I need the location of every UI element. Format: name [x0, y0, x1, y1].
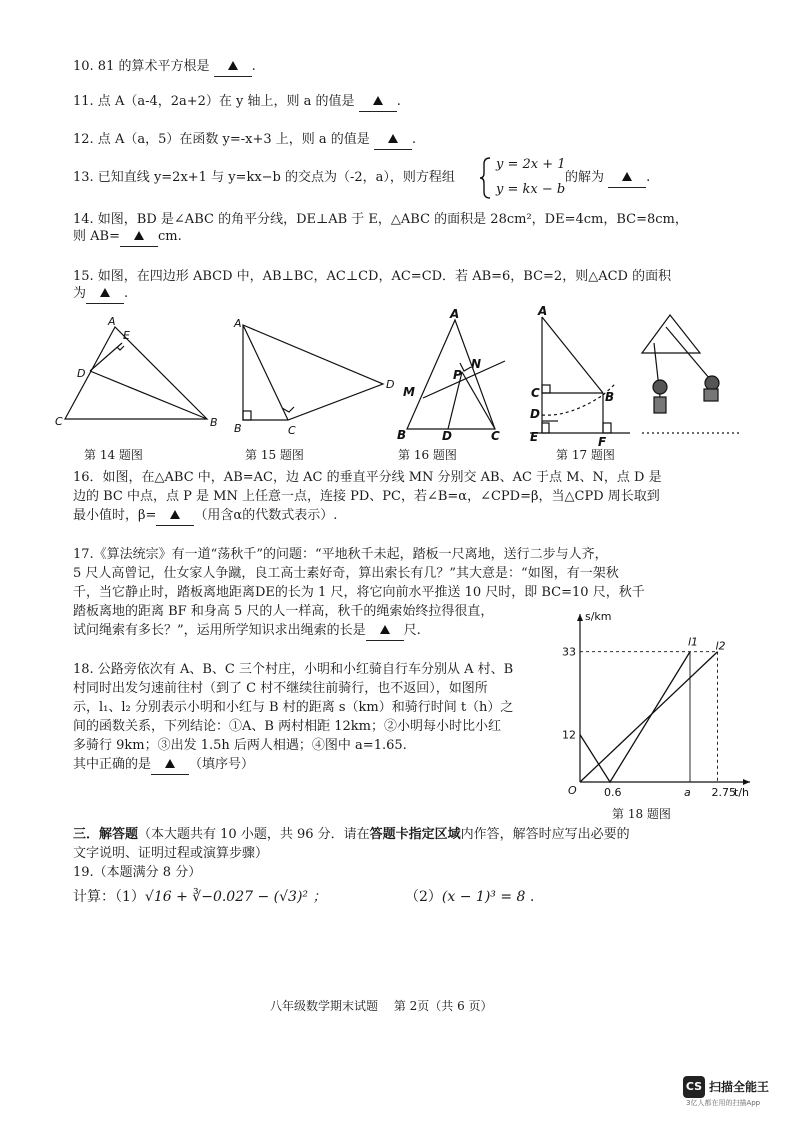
svg-text:B: B [397, 428, 407, 442]
answer-blank [120, 228, 158, 247]
answer-blank [608, 169, 646, 188]
svg-text:B: B [234, 422, 242, 435]
question-17-line-1: 17.《算法统宗》有一道“荡秋千”的问题：“平地秋千未起，踏板一尺离地，送行二步与人齐， [73, 547, 608, 562]
answer-blank [214, 58, 252, 77]
question-17-line-3: 千，当它静止时，踏板离地距离DE的长为 1 尺，将它向前水平推送 10 尺时，即 BC=10 尺，秋千 [73, 585, 645, 600]
question-12: 12. 点 A（a，5）在函数 y=-x+3 上，则 a 的值是 . [73, 131, 416, 150]
caption-fig-15: 第 15 题图 [245, 448, 304, 462]
equation-1: y = 2x + 1 [496, 157, 566, 172]
question-16-line-2: 边的 BC 中点，点 P 是 MN 上任意一点，连接 PD、PC，若∠B=α，∠CPD=β，当△CPD 周长取到 [73, 489, 660, 504]
question-18-line-1: 18. 公路旁依次有 A、B、C 三个村庄，小明和小红骑自行车分别从 A 村、B [73, 662, 514, 677]
watermark-brand: 扫描全能王 [709, 1080, 770, 1094]
answer-blank [156, 507, 194, 526]
svg-text:D: D [386, 378, 395, 391]
svg-text:E: E [530, 430, 539, 444]
question-15-line-2: 为 . [73, 285, 128, 304]
question-18-line-6: 其中正确的是 （填序号） [73, 756, 254, 775]
triangle-icon [100, 288, 110, 297]
svg-text:C: C [288, 424, 296, 437]
question-17-line-4: 踏板离地的距离 BF 和身高 5 尺的人一样高，秋千的绳索始终拉得很直， [73, 604, 494, 619]
question-16-line-3: 最小值时，β= （用含α的代数式表示）. [73, 507, 337, 526]
svg-text:C: C [531, 386, 540, 400]
x-tick-label: 2.75 [711, 786, 736, 799]
section-3-header: 三．解答题（本大题共有 10 小题，共 96 分．请在答题卡指定区域内作答，解答时应写出必要的 [73, 827, 630, 842]
question-19-title: 19.（本题满分 8 分） [73, 865, 202, 880]
svg-text:N: N [471, 357, 482, 371]
svg-text:C: C [55, 415, 63, 428]
triangle-icon [622, 172, 632, 181]
answer-blank [366, 622, 404, 641]
svg-text:A: A [450, 307, 460, 321]
series-l1-label: l1 [688, 635, 699, 649]
question-11: 11. 点 A（a-4，2a+2）在 y 轴上，则 a 的值是 . [73, 93, 401, 112]
watermark-slogan: 3亿人都在用的扫描App [686, 1099, 761, 1107]
svg-text:F: F [598, 435, 607, 449]
triangle-icon [380, 625, 390, 634]
question-18-line-3: 示，l₁、l₂ 分别表示小明和小红与 B 村的距离 s（km）和骑行时间 t（h）之 [73, 700, 514, 715]
series-l2-label: l2 [715, 639, 726, 653]
svg-text:D: D [530, 407, 540, 421]
svg-text:A: A [108, 315, 116, 328]
question-17-line-2: 5 尺人高曾记，仕女家人争蹴，良工高士素好奇，算出索长有几？”其大意是：“如图，有一架秋 [73, 566, 619, 581]
figure-14 [65, 327, 207, 419]
equation-2: y = kx − b [496, 182, 566, 197]
answer-blank [86, 285, 124, 304]
svg-text:M: M [403, 385, 415, 399]
figure-15 [243, 325, 383, 420]
question-14-line-2: 则 AB= cm. [73, 228, 182, 247]
brace-icon [478, 156, 494, 200]
y-axis-label: s/km [585, 610, 612, 623]
y-tick-label: 33 [562, 645, 576, 659]
triangle-icon [134, 231, 144, 240]
svg-text:D: D [77, 367, 86, 380]
question-10: 10. 81 的算术平方根是 . [73, 58, 256, 77]
swing-illustration [642, 315, 740, 433]
origin-label: O [568, 784, 577, 797]
section-3-desc-line-2: 文字说明、证明过程或演算步骤） [73, 846, 269, 861]
question-16-line-1: 16．如图，在△ABC 中，AB=AC，边 AC 的垂直平分线 MN 分别交 AB、AC 于点 M、N，点 D 是 [73, 470, 662, 485]
svg-text:B: B [605, 390, 615, 404]
svg-text:D: D [442, 429, 452, 443]
question-19-part-2: （2）(x − 1)³ = 8 . [405, 889, 535, 905]
chart-fig-18 [556, 604, 756, 804]
x-axis-arrow-icon [743, 779, 750, 785]
triangle-icon [165, 759, 175, 768]
question-14-line-1: 14. 如图，BD 是∠ABC 的角平分线，DE⊥AB 于 E，△ABC 的面积是 28cm²，DE=4cm，BC=8cm， [73, 212, 688, 227]
y-axis-arrow-icon [577, 614, 583, 621]
caption-fig-17: 第 17 题图 [556, 448, 615, 462]
page-footer: 八年级数学期末试题 第 2页（共 6 页） [270, 999, 493, 1013]
svg-text:E: E [123, 329, 130, 342]
triangle-icon [388, 134, 398, 143]
series-l1-line [580, 652, 690, 782]
y-tick-label: 12 [562, 728, 576, 742]
x-tick-label: 0.6 [604, 786, 622, 799]
svg-text:B: B [210, 416, 218, 429]
camscanner-logo-icon: CS [683, 1076, 705, 1098]
x-tick-label: a [684, 786, 691, 799]
series-l2-line [580, 652, 718, 782]
caption-fig-16: 第 16 题图 [398, 448, 457, 462]
x-axis-label: t/h [734, 786, 749, 799]
triangle-icon [373, 96, 383, 105]
question-17-line-5: 试问绳索有多长？”，运用所学知识求出绳索的长是 尺. [73, 622, 421, 641]
answer-blank [151, 756, 189, 775]
figures-row [50, 305, 750, 455]
question-19-part-1: 计算：（1）√16 + ∛−0.027 − (√3)² ； [73, 889, 327, 905]
question-18-line-2: 村同时出发匀速前往村（到了 C 村不继续往前骑行，也不返回），如图所 [73, 681, 488, 696]
answer-blank [374, 131, 412, 150]
question-13-answer: 的解为 . [565, 169, 650, 188]
triangle-icon [170, 510, 180, 519]
svg-text:A: A [234, 317, 242, 330]
svg-text:P: P [453, 368, 462, 382]
caption-fig-14: 第 14 题图 [84, 448, 143, 462]
svg-text:A: A [538, 305, 548, 318]
question-15-line-1: 15. 如图，在四边形 ABCD 中，AB⊥BC，AC⊥CD，AC=CD．若 AB=6，BC=2，则△ACD 的面积 [73, 269, 672, 284]
answer-blank [359, 93, 397, 112]
figure-17 [530, 317, 630, 433]
question-18-line-5: 多骑行 9km；③出发 1.5h 后两人相遇；④图中 a=1.65. [73, 738, 407, 753]
triangle-icon [228, 61, 238, 70]
caption-fig-18: 第 18 题图 [612, 807, 671, 821]
question-18-line-4: 间的函数关系，下列结论：①A、B 两村相距 12km；②小明每小时比小红 [73, 719, 501, 734]
svg-text:C: C [491, 429, 500, 443]
question-13: 13. 已知直线 y=2x+1 与 y=kx−b 的交点为（-2，a），则方程组 [73, 170, 455, 185]
